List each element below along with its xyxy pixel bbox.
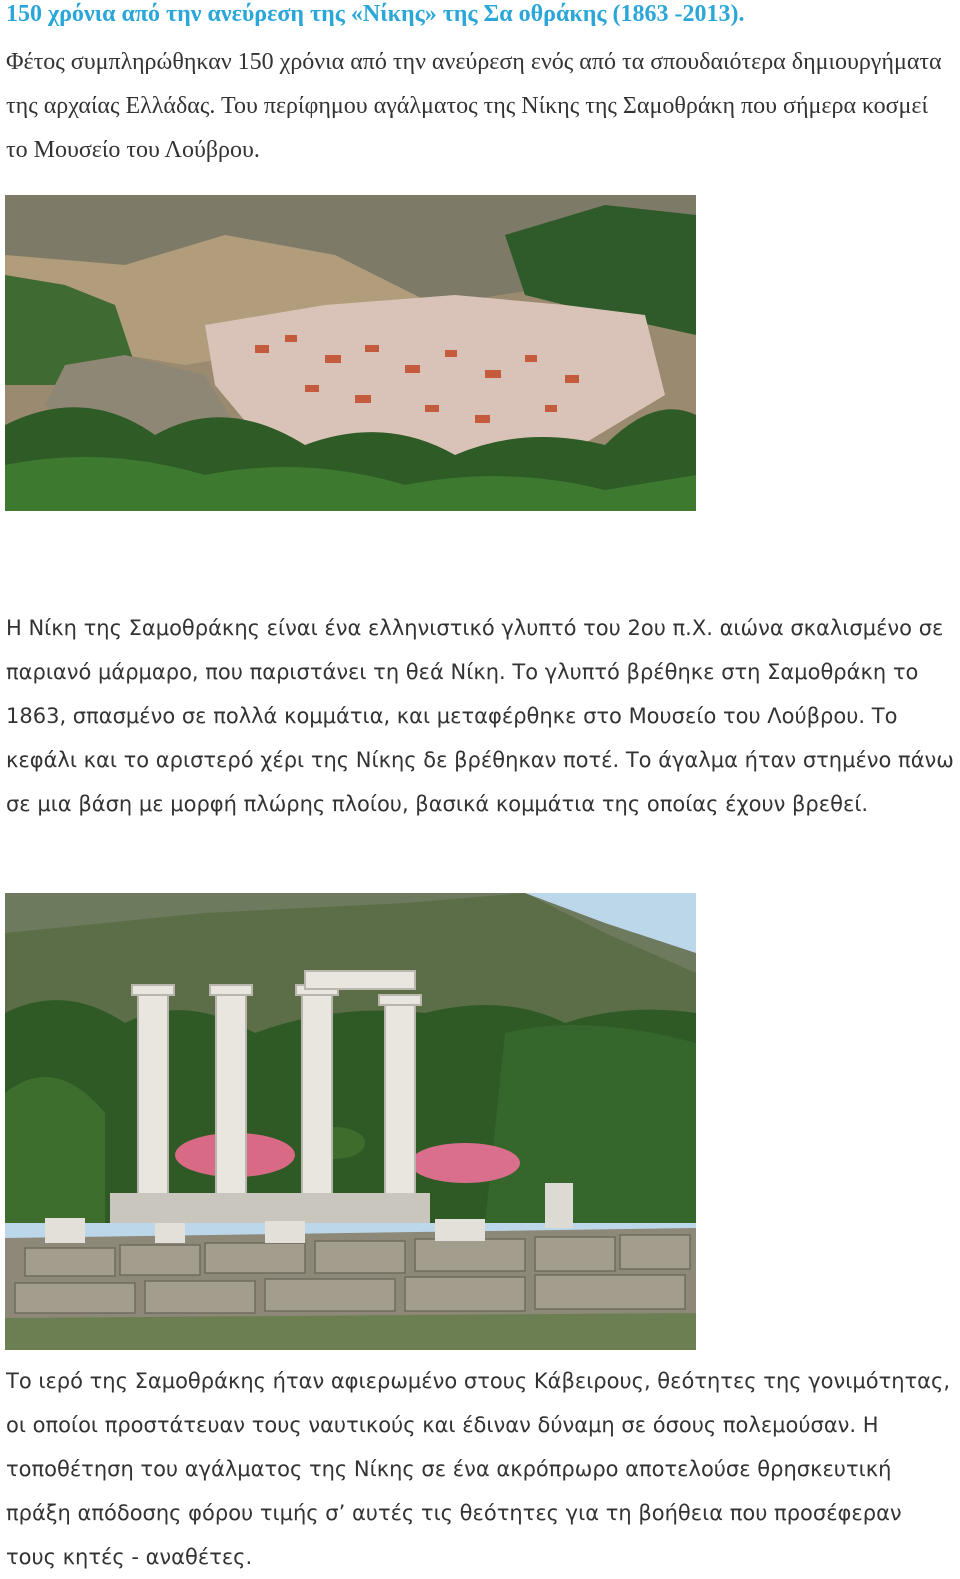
- sanctuary-photo: [5, 893, 696, 1350]
- village-photo: [5, 195, 696, 511]
- article-title: 150 χρόνια από την ανεύρεση της «Νίκης» της Σα οθράκης (1863 -2013).: [6, 1, 745, 27]
- body-paragraph-1: Η Νίκη της Σαμοθράκης είναι ένα ελληνιστικό γλυπτό του 2ου π.Χ. αιώνα σκαλισμένο σε παριανό μάρμαρο, που παριστάνει τη θεά Νίκη. Το γλυπτό βρέθηκε στη Σαμοθράκη το 1863, σπασμένο σε πολλά κομμάτια, και μεταφέρθηκε στο Μουσείο του Λούβρου. Το κεφάλι και το αριστερό χέρι της Νίκης δε βρέθηκαν ποτέ. Το άγαλμα ήταν στημένο πάνω σε μια βάση με μορφή πλώρης πλοίου, βασικά κομμάτια της οποίας έχουν βρεθεί.: [6, 616, 954, 816]
- body-paragraph-2: Το ιερό της Σαμοθράκης ήταν αφιερωμένο στους Κάβειρους, θεότητες της γονιμότητας, οι οποίοι προστάτευαν τους ναυτικούς και έδιναν δύναμη σε όσους πολεμούσαν. Η τοποθέτηση του αγάλματος της Νίκης σε ένα ακρόπρωρο αποτελούσε θρησκευτική πράξη απόδοσης φόρου τιμής σ’ αυτές τις θεότητες για τη βοήθεια που προσέφεραν τους κητές - αναθέτες.: [6, 1369, 951, 1569]
- intro-paragraph: Φέτος συμπληρώθηκαν 150 χρόνια από την ανεύρεση ενός από τα σπουδαιότερα δημιουργήματα της αρχαίας Ελλάδας. Του περίφημου αγάλματος της Νίκης της Σαμοθράκη που σήμερα κοσμεί το Μουσείο του Λούβρου.: [6, 49, 942, 163]
